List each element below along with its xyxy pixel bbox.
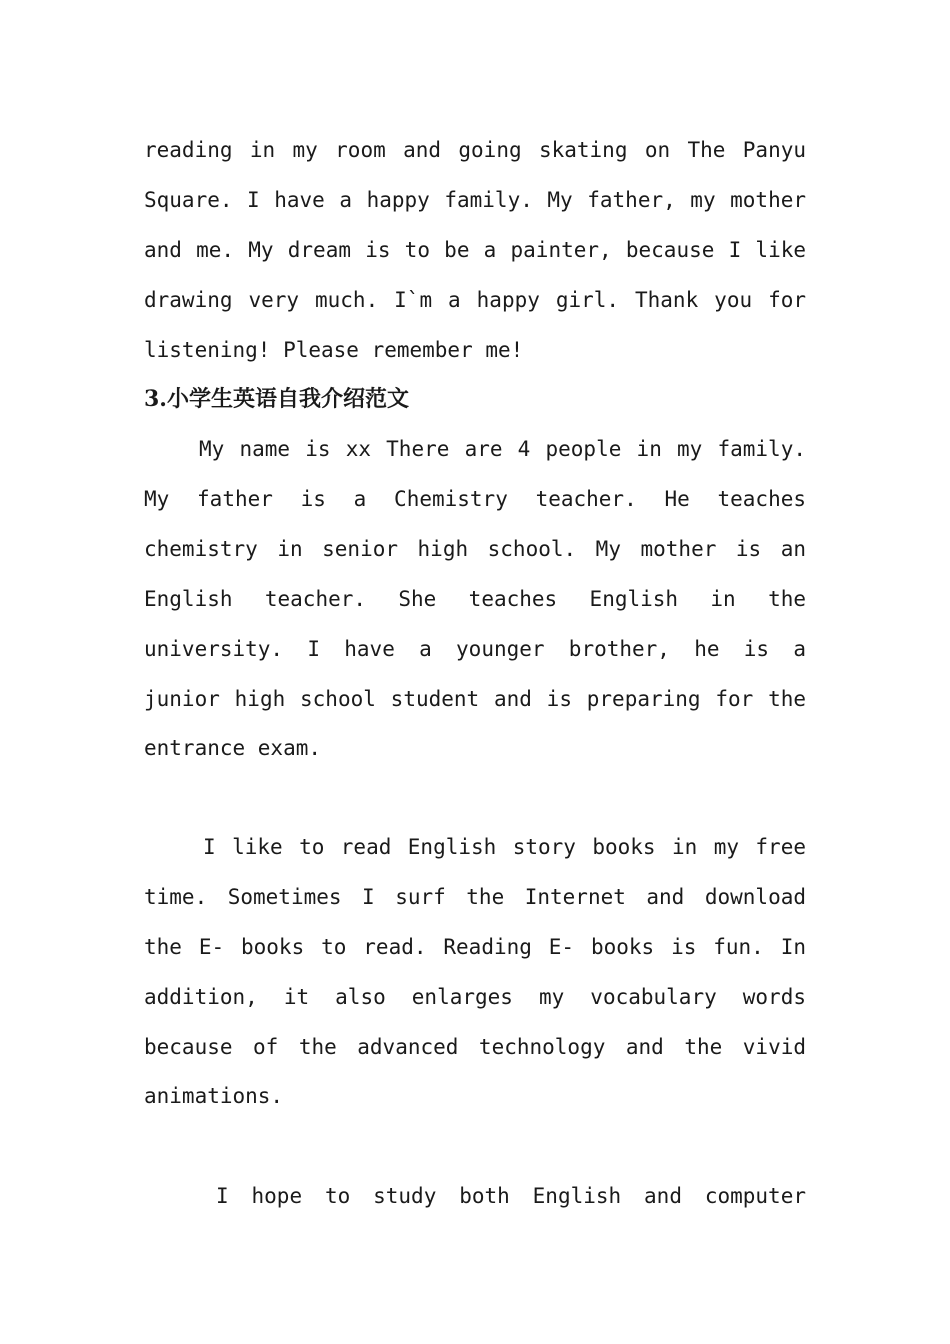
text-line: chemistry in senior high school. My mother is an [144,537,806,561]
text-line: drawing very much. I`m a happy girl. Thank you for [144,288,806,312]
section-heading: 3.小学生英语自我介绍范文 [144,386,409,412]
text-line: Square. I have a happy family. My father, my mother [144,188,806,212]
text-line: entrance exam. [144,736,322,760]
text-line: junior high school student and is preparing for the [144,687,806,711]
text-line: and me. My dream is to be a painter, because I like [144,238,806,262]
text-line: addition, it also enlarges my vocabulary words [144,985,806,1009]
text-line: English teacher. She teaches English in the [144,587,806,611]
text-line: university. I have a younger brother, he is a [144,637,806,661]
text-line: time. Sometimes I surf the Internet and download [144,885,806,909]
text-line: the E- books to read. Reading E- books is fun. In [144,935,806,959]
text-line: I hope to study both English and computer [216,1184,806,1208]
text-line: reading in my room and going skating on The Panyu [144,138,806,162]
text-line: listening! Please remember me! [144,338,524,362]
text-line: animations. [144,1084,284,1108]
text-line: because of the advanced technology and the vivid [144,1035,806,1059]
text-line: My father is a Chemistry teacher. He teaches [144,487,806,511]
text-line: I like to read English story books in my free [203,835,806,859]
text-line: My name is xx There are 4 people in my family. [199,437,806,461]
